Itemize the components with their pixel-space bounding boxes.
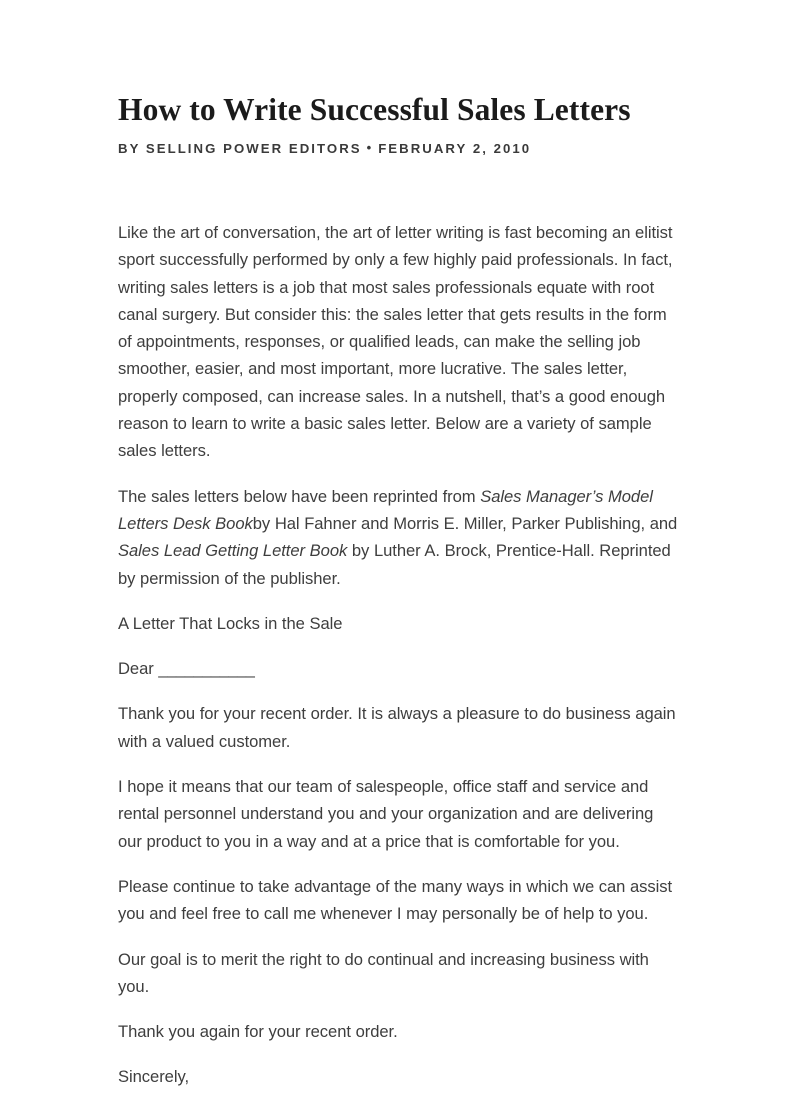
book-title-one: Sales Manager’s Model Letters Desk Book xyxy=(118,486,653,533)
letter-paragraph-2: I hope it means that our team of salespeople, office staff and service and rental personnel understand you and your organization and are delivering our product to you in a way and at a price that is comfortable for you. xyxy=(118,777,654,851)
byline-separator-dot: • xyxy=(366,140,372,155)
credit-middle: by Hal Fahner and Morris E. Miller, Parker Publishing, and xyxy=(252,513,678,533)
letter-paragraph-1: Thank you for your recent order. It is always a pleasure to do business again with a valued customer. xyxy=(118,704,676,751)
book-title-two: Sales Lead Getting Letter Book xyxy=(118,541,348,561)
credit-tail: by Luther A. Brock, Prentice-Hall. Reprinted by permission of the publisher. xyxy=(118,541,671,588)
paragraph-intro: Like the art of conversation, the art of letter writing is fast becoming an elitist sport successfully performed by only a few highly paid professionals. In fact, writing sales letters is a job that most sales professionals equate with root canal surgery. But consider this: the sales letter that gets results in the form of appointments, responses, or qualified leads, can make the selling job smoother, easier, and most important, more lucrative. The sales letter, properly composed, can increase sales. In a nutshell, that’s a good enough reason to learn to write a basic sales letter. Below are a variety of sample sales letters. xyxy=(118,223,673,461)
letter-paragraph-4: Our goal is to merit the right to do continual and increasing business with you. xyxy=(118,949,649,996)
salutation-blank-field: ___________ xyxy=(158,659,255,679)
byline xyxy=(118,139,680,158)
paragraph-credit xyxy=(118,483,680,592)
letter-paragraph-5: Thank you again for your recent order. xyxy=(118,1022,398,1042)
salutation-word: Dear xyxy=(118,659,159,679)
article-body xyxy=(118,219,680,1091)
article-content xyxy=(118,92,680,1091)
letter-paragraph-3: Please continue to take advantage of the many ways in which we can assist you and feel free to call me whenever I may personally be of help to you. xyxy=(118,876,673,924)
byline-author: BY SELLING POWER EDITORS xyxy=(118,141,362,156)
byline-date: FEBRUARY 2, 2010 xyxy=(378,141,532,156)
page-title: How to Write Successful Sales Letters xyxy=(118,92,631,127)
letter-closing: Sincerely, xyxy=(118,1067,190,1087)
letter-salutation xyxy=(118,655,680,682)
credit-lead: The sales letters below have been reprinted from xyxy=(118,486,481,506)
sample-letter-heading: A Letter That Locks in the Sale xyxy=(118,613,343,633)
